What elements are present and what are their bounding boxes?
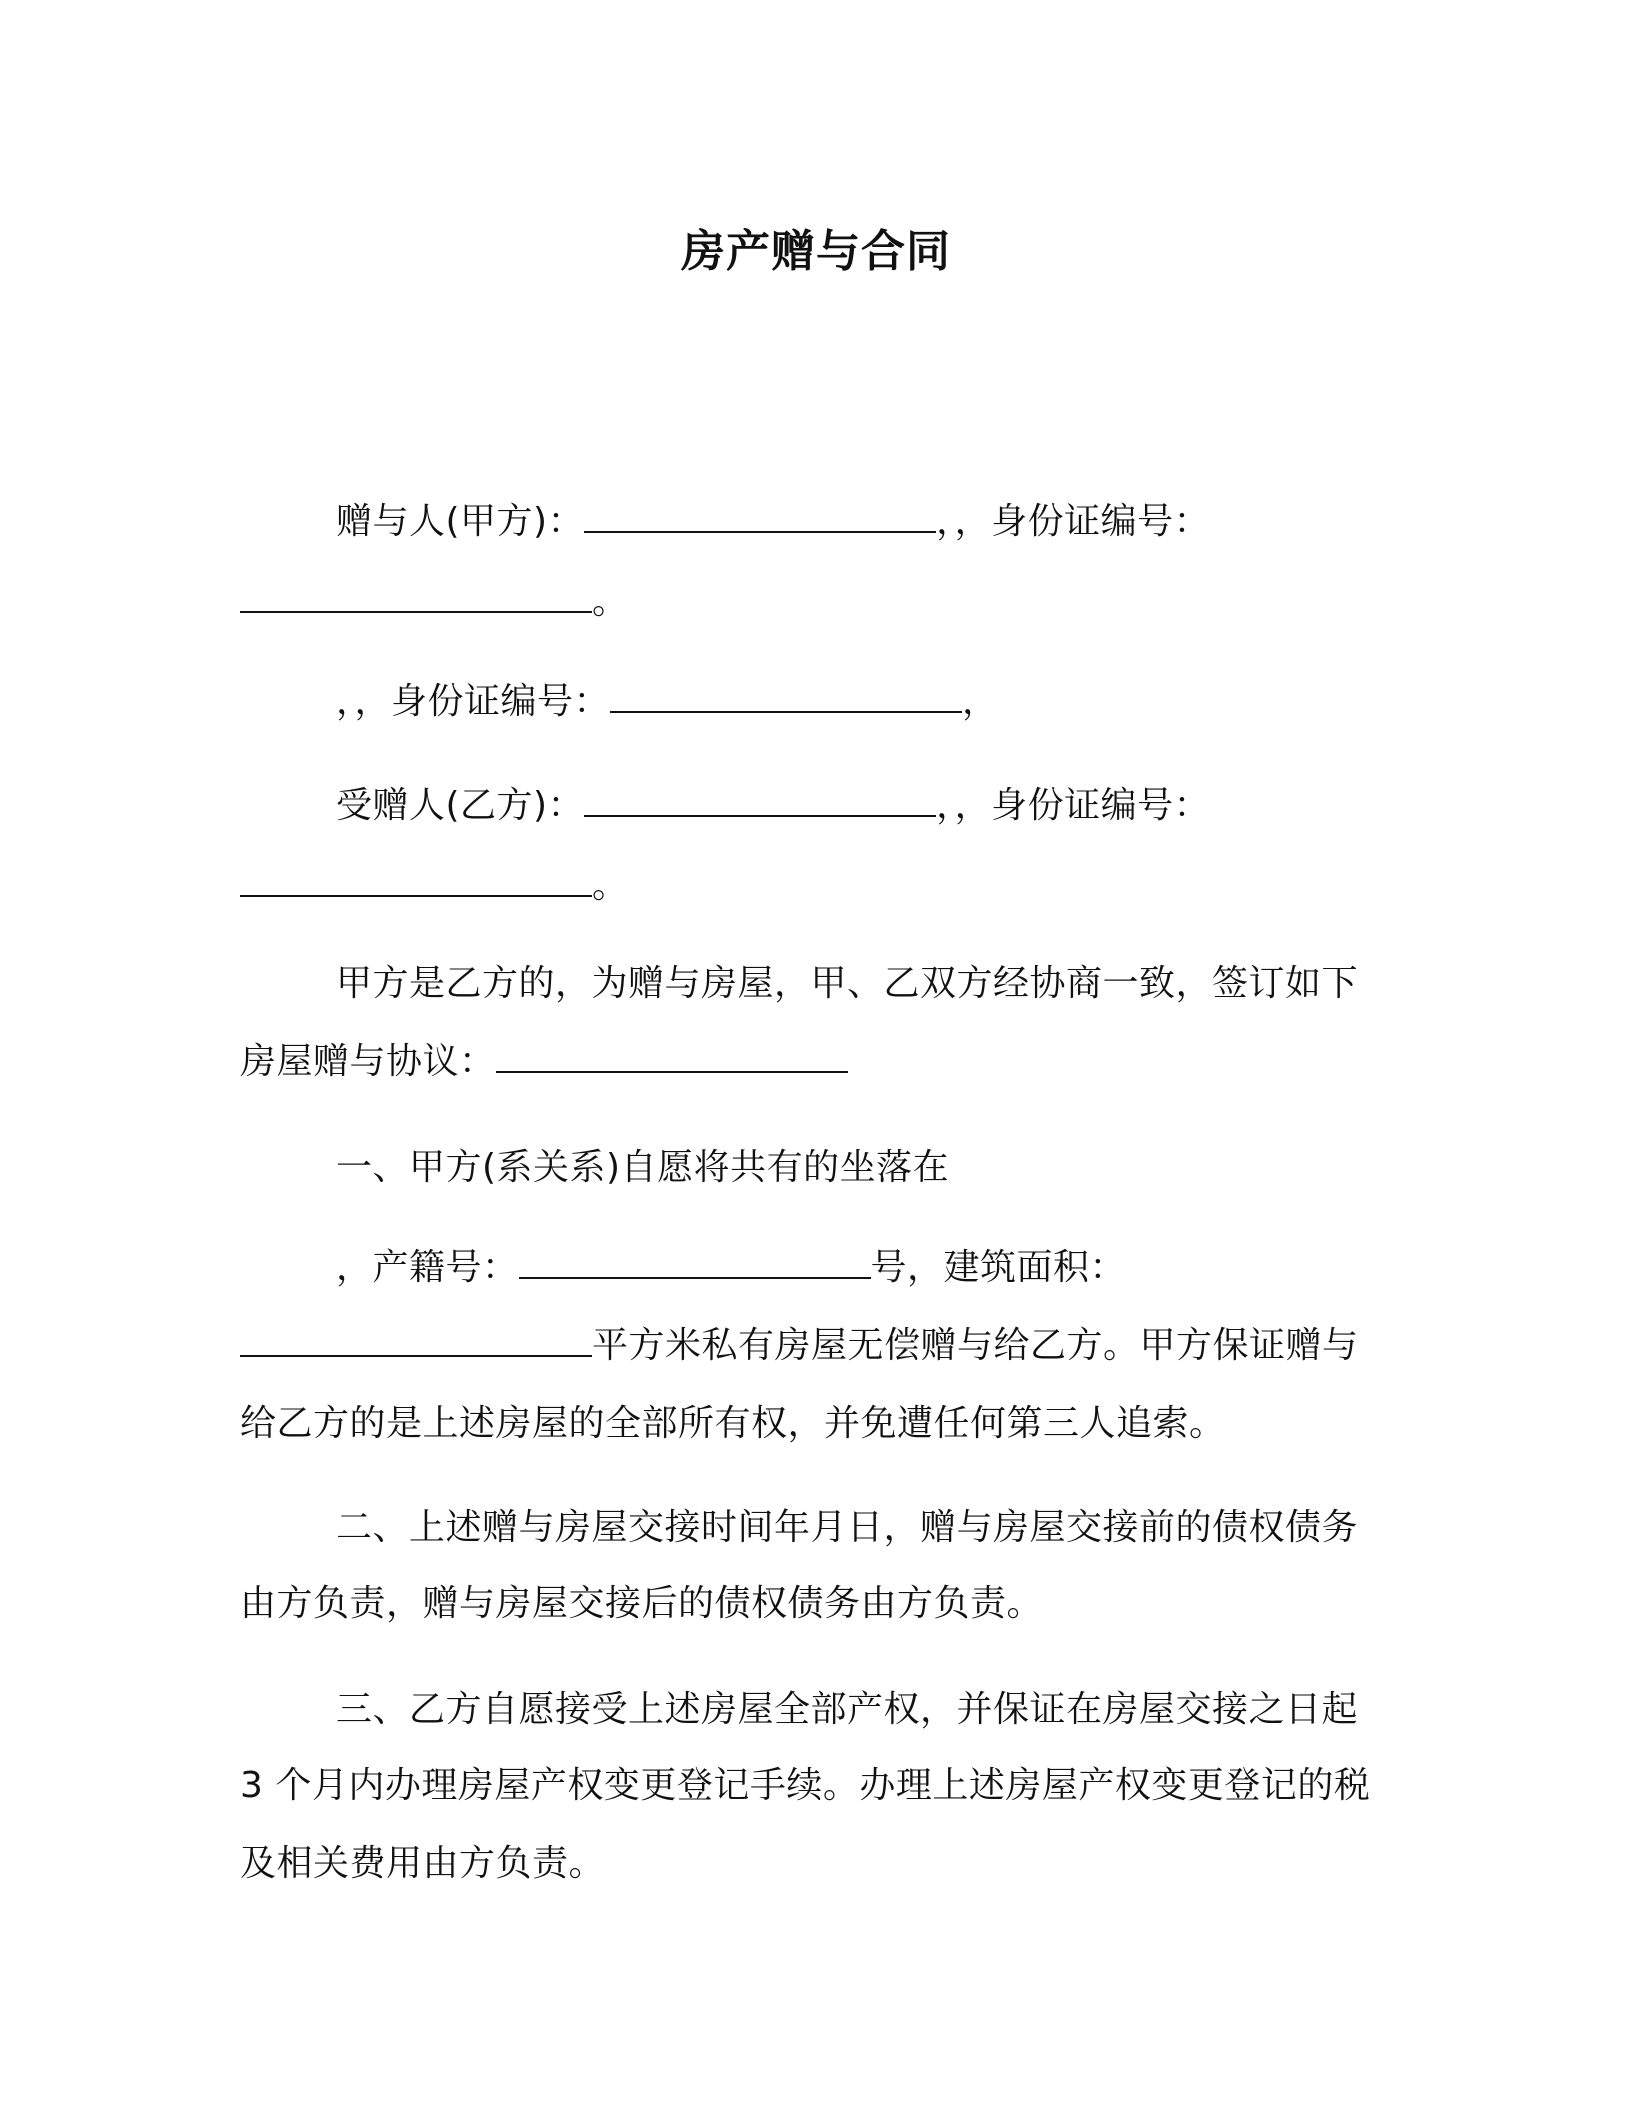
donor2-id-label: ，，身份证编号： xyxy=(336,681,611,722)
clause3-line-2: 3 个月内办理房屋产权变更登记手续。办理上述房屋产权变更登记的税 xyxy=(240,1765,1371,1806)
clause1-line-4: 给乙方的是上述房屋的全部所有权，并免遭任何第三人追索。 xyxy=(240,1403,1226,1444)
clause1-line-1: 一、甲方(系关系)自愿将共有的坐落在 xyxy=(336,1147,950,1188)
donor2-id-blank xyxy=(610,681,962,713)
donor-name-blank xyxy=(584,501,936,533)
intro-line-2 xyxy=(240,1040,848,1084)
document-title: 房产赠与合同 xyxy=(681,226,951,277)
donor2-end: ， xyxy=(962,681,999,722)
donor-id-blank xyxy=(240,581,592,613)
donor2-line xyxy=(336,680,999,724)
donor-end: 。 xyxy=(592,581,629,622)
donee-name-blank xyxy=(584,785,936,817)
donee-id-blank xyxy=(240,865,592,897)
intro-agreement-label: 房屋赠与协议： xyxy=(240,1041,496,1082)
donee-id-label: ，，身份证编号： xyxy=(936,785,1211,826)
clause1-area-blank xyxy=(240,1325,592,1357)
clause1-line-2 xyxy=(336,1246,1126,1290)
donor-id-label: ，，身份证编号： xyxy=(936,501,1211,542)
clause1-property-no-blank xyxy=(519,1247,871,1279)
donor-label: 赠与人(甲方)： xyxy=(336,501,585,542)
intro-line-1: 甲方是乙方的，为赠与房屋，甲、乙双方经协商一致，签订如下 xyxy=(336,963,1359,1004)
clause3-line-3: 及相关费用由方负责。 xyxy=(240,1843,606,1884)
clause1-line-3 xyxy=(240,1324,1359,1368)
clause1-property-no-label: ，产籍号： xyxy=(336,1247,519,1288)
clause2-line-2: 由方负责，赠与房屋交接后的债权债务由方负责。 xyxy=(240,1583,1044,1624)
donor-line xyxy=(336,500,1210,544)
donor-id-line xyxy=(240,580,629,624)
donee-label: 受赠人(乙方)： xyxy=(336,785,585,826)
donee-id-line xyxy=(240,864,629,908)
clause1-line-3-text: 平方米私有房屋无偿赠与给乙方。甲方保证赠与 xyxy=(592,1325,1359,1366)
clause2-line-1: 二、上述赠与房屋交接时间年月日，赠与房屋交接前的债权债务 xyxy=(336,1507,1359,1548)
clause3-line-1: 三、乙方自愿接受上述房屋全部产权，并保证在房屋交接之日起 xyxy=(336,1689,1359,1730)
donee-line xyxy=(336,784,1210,828)
intro-blank xyxy=(496,1041,848,1073)
donee-end: 。 xyxy=(592,865,629,906)
clause1-area-label: 号，建筑面积： xyxy=(870,1247,1127,1288)
